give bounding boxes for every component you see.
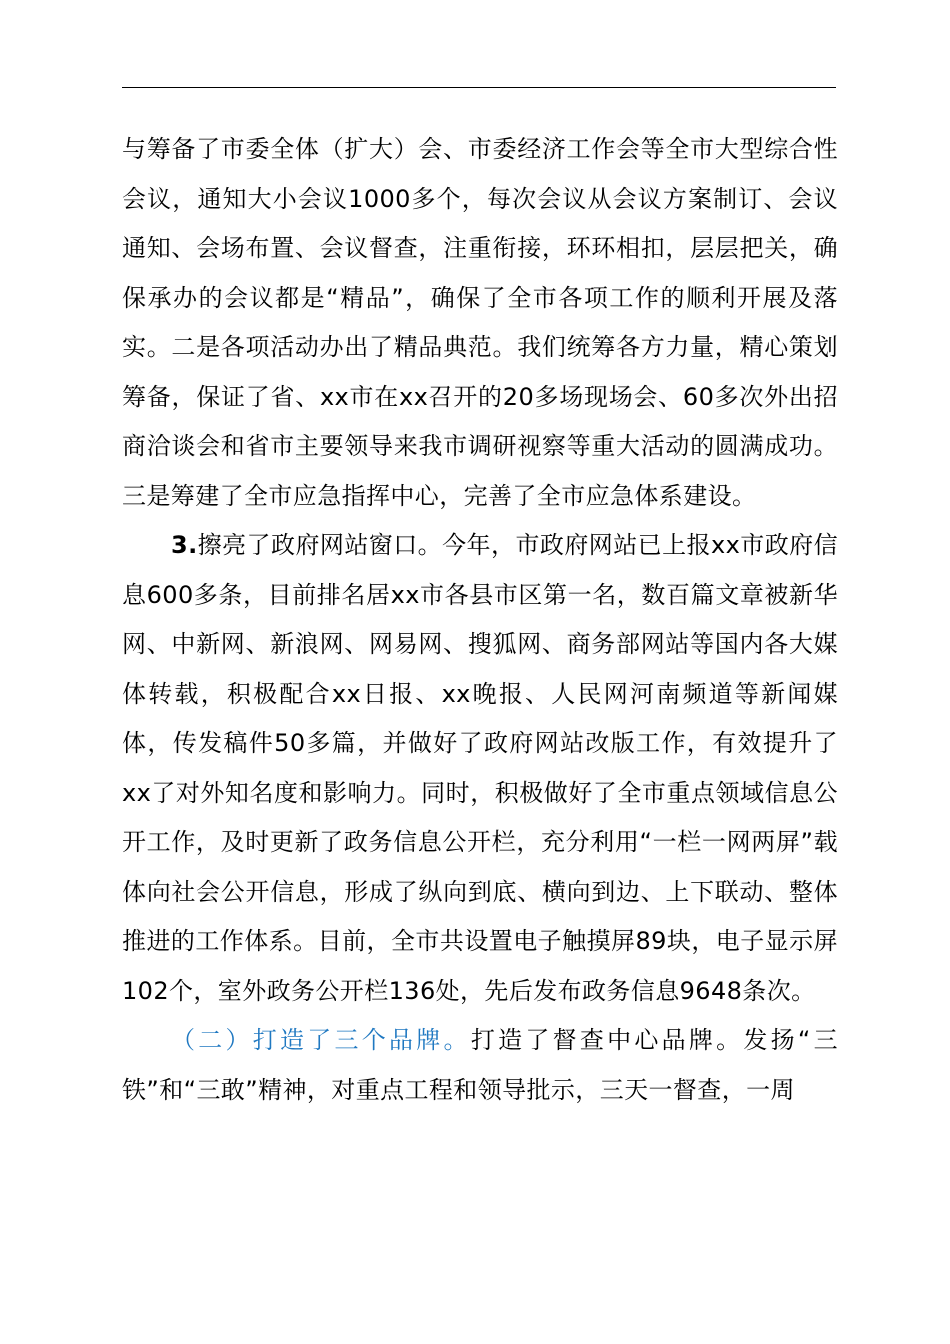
paragraph-number: 3.: [171, 531, 198, 559]
document-body: [122, 125, 838, 1115]
paragraph-meeting-services: [122, 125, 838, 521]
header-rule: [122, 87, 836, 88]
paragraph-government-website: [122, 521, 838, 1016]
paragraph-three-brands: [122, 1016, 838, 1115]
paragraph-text: 擦亮了政府网站窗口。今年，市政府网站已上报xx市政府信息600多条，目前排名居xx市各县市区第一名，数百篇文章被新华网、中新网、新浪网、网易网、搜狐网、商务部网站等国内各大媒体转载，积极配合xx日报、xx晚报、人民网河南频道等新闻媒体，传发稿件50多篇，并做好了政府网站改版工作，有效提升了xx了对外知名度和影响力。同时，积极做好了全市重点领域信息公开工作，及时更新了政务信息公开栏，充分利用“一栏一网两屏”载体向社会公开信息，形成了纵向到底、横向到边、上下联动、整体推进的工作体系。目前，全市共设置电子触摸屏89块，电子显示屏102个，室外政务公开栏136处，先后发布政务信息9648条次。: [122, 531, 838, 1005]
section-heading: （二）打造了三个品牌。: [171, 1026, 471, 1054]
paragraph-text: 与筹备了市委全体（扩大）会、市委经济工作会等全市大型综合性会议，通知大小会议1000多个，每次会议从会议方案制订、会议通知、会场布置、会议督查，注重衔接，环环相扣，层层把关，确保承办的会议都是“精品”，确保了全市各项工作的顺利开展及落实。二是各项活动办出了精品典范。我们统筹各方力量，精心策划筹备，保证了省、xx市在xx召开的20多场现场会、60多次外出招商洽谈会和省市主要领导来我市调研视察等重大活动的圆满成功。三是筹建了全市应急指挥中心，完善了全市应急体系建设。: [122, 135, 838, 510]
paragraph-text: 打造了督查中心品牌。发扬“三铁”和“三敢”精神，对重点工程和领导批示，三天一督查，一周: [122, 1026, 838, 1104]
